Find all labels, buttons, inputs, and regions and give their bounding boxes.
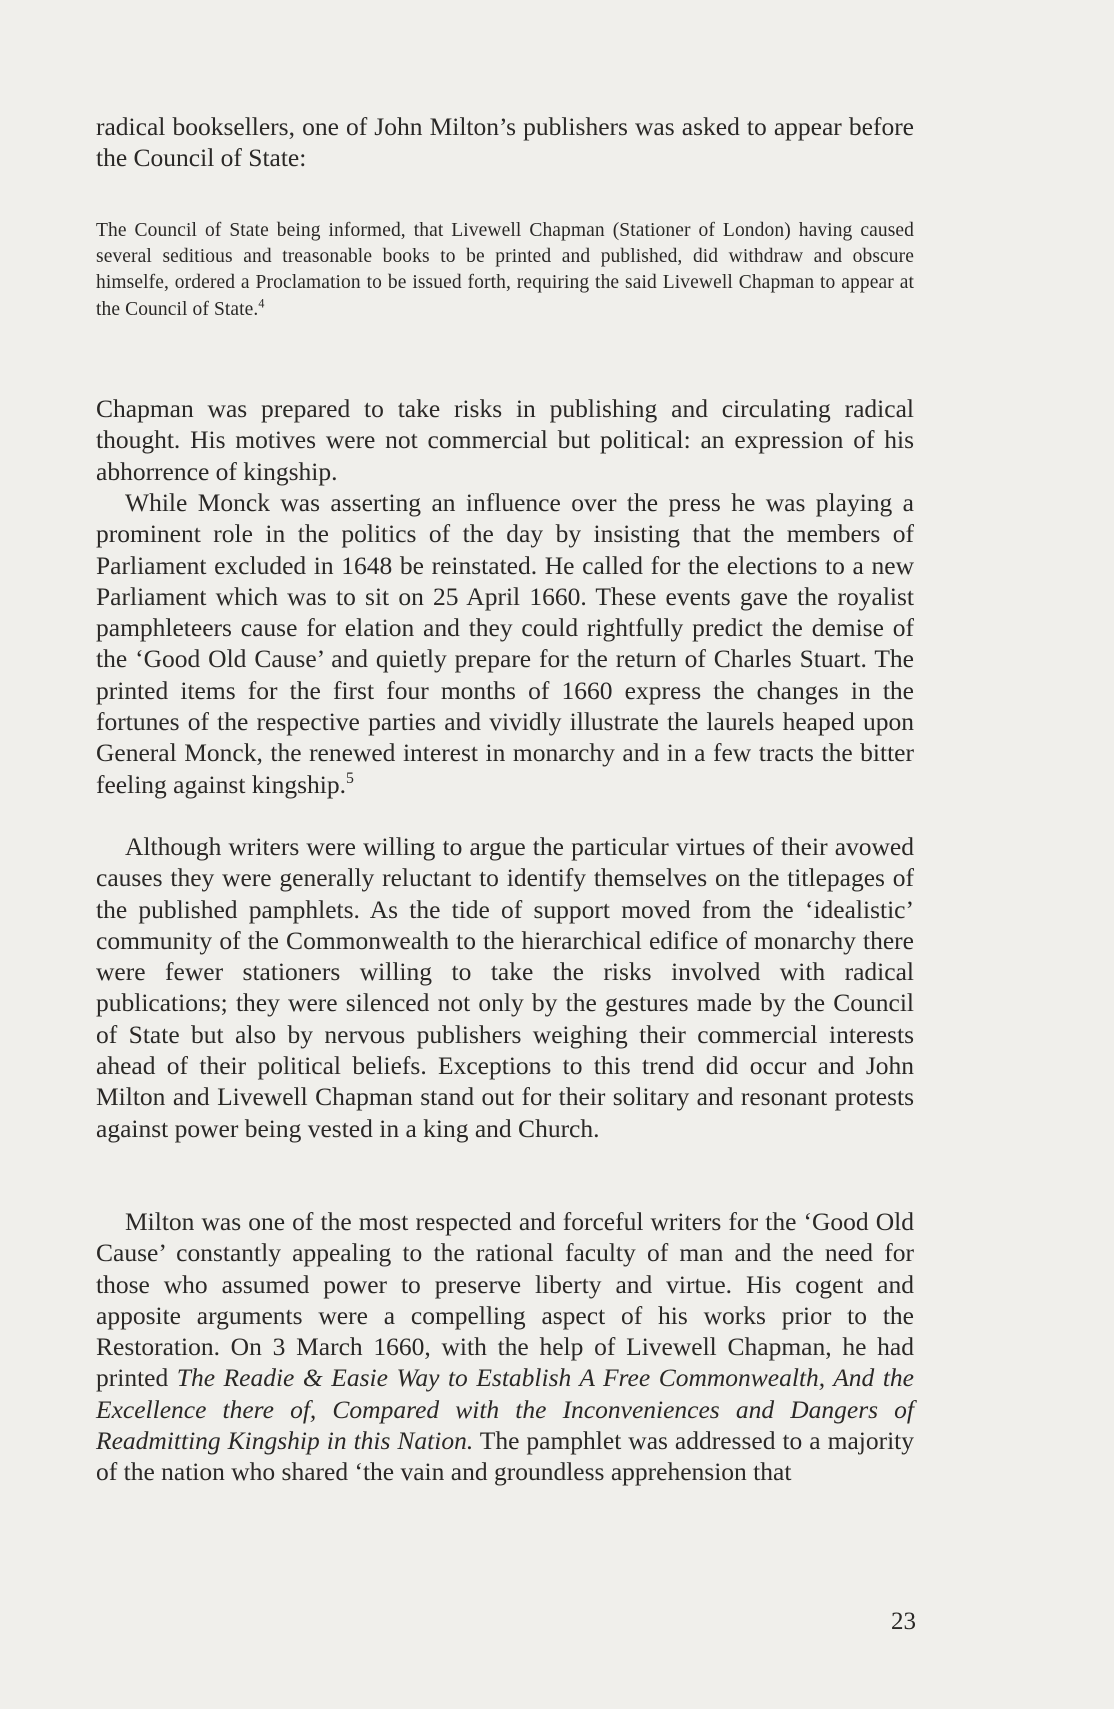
paragraph-chapman (96, 393, 914, 487)
paragraph-text: radical booksellers, one of John Milton’s publishers was asked to appear before the Council of State: (96, 112, 914, 173)
paragraph-body: Milton was one of the most respected and forceful writers for the ‘Good Old Cause’ constantly appealing to the rational faculty of man and the need for those who assumed power to preserve liberty and virtue. His cogent and apposite arguments were a compelling aspect of his works prior to the Restoration. On 3 March 1660, with the help of Livewell Chapman, he had printed (96, 1207, 914, 1393)
paragraph-text: Although writers were willing to argue the particular virtues of their avowed causes they were generally reluctant to identify themselves on the titlepages of the published pamphlets. As the tide of support moved from the ‘idealistic’ community of the Commonwealth to the hierarchical edifice of monarchy there were fewer stationers willing to take the risks involved with radical publications; they were silenced not only by the gestures made by the Council of State but also by nervous publishers weighing their commercial interests ahead of their political beliefs. Exceptions to this trend did occur and John Milton and Livewell Chapman stand out for their solitary and resonant protests against power being vested in a king and Church. (96, 832, 914, 1143)
paragraph-text (96, 1206, 914, 1488)
quote-text (96, 218, 914, 323)
page-number: 23 (891, 1608, 916, 1635)
paragraph-body: While Monck was asserting an influence over the press he was playing a prominent role in the politics of the day by insisting that the members of Parliament excluded in 1648 be reinstated. He called for the elections to a new Parliament which was to sit on 25 April 1660. These events gave the royalist pamphleteers cause for elation and they could rightfully predict the demise of the ‘Good Old Cause’ and quietly prepare for the return of Charles Stuart. The printed items for the first four months of 1660 express the changes in the fortunes of the respective parties and vividly illustrate the laurels heaped upon General Monck, the renewed interest in monarchy and in a few tracts the bitter feeling against kingship. (96, 488, 914, 799)
quote-body: The Council of State being informed, that Livewell Chapman (Stationer of London) having caused several seditious and treasonable books to be printed and published, did withdraw and obscure himselfe, ordered a Proclamation to be issued forth, requiring the said Livewell Chapman to appear at the Council of State. (96, 220, 914, 320)
pamphlet-title: The Readie & Easie Way to Establish A Free Commonwealth, And the Excellence there of, Compared with the Inconveniences and Dangers of Readmitting Kingship in this Nation. (96, 1363, 914, 1456)
paragraph-milton (96, 1206, 914, 1488)
paragraph-writers (96, 831, 914, 1144)
paragraph-text (96, 487, 914, 800)
block-quote (96, 218, 914, 323)
paragraph-text: Chapman was prepared to take risks in publishing and circulating radical thought. His motives were not commercial but political: an expression of his abhorrence of kingship. (96, 394, 914, 486)
paragraph-opening (96, 111, 914, 174)
footnote-marker: 5 (346, 769, 354, 787)
paragraph-monck (96, 487, 914, 800)
footnote-marker: 4 (258, 296, 265, 311)
paragraph-body-continued: The pamphlet was addressed to a majority of the nation who shared ‘the vain and groundless apprehension that (96, 1426, 915, 1487)
